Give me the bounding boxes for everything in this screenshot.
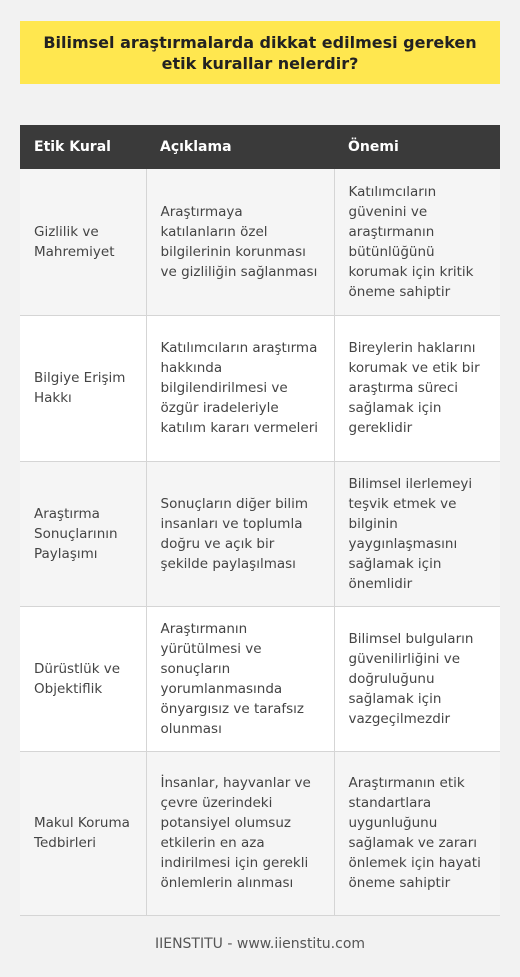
cell-rule: Araştırma Sonuçlarının Paylaşımı [20,461,146,606]
footer-credit: IIENSTITU - www.iienstitu.com [154,936,366,952]
cell-rule: Gizlilik ve Mahremiyet [20,169,146,315]
cell-importance: Araştırmanın etik standartlara uygunluğunu sağlamak ve zararı önlemek için hayati öneme sahiptir [334,751,500,915]
table-row [20,315,500,461]
cell-description: Araştırmaya katılanların özel bilgilerinin korunması ve gizliliğin sağlanması [146,169,334,315]
table-row [20,606,500,751]
page-title: Bilimsel araştırmalarda dikkat edilmesi gereken etik kurallar nelerdir? [20,21,500,84]
cell-description: Sonuçların diğer bilim insanları ve toplumla doğru ve açık bir şekilde paylaşılması [146,461,334,606]
cell-importance: Katılımcıların güvenini ve araştırmanın bütünlüğünü korumak için kritik öneme sahiptir [334,169,500,315]
table-header-row [20,125,500,169]
cell-description: Katılımcıların araştırma hakkında bilgilendirilmesi ve özgür iradeleriyle katılım kararı vermeleri [146,315,334,461]
cell-description: Araştırmanın yürütülmesi ve sonuçların yorumlanmasında önyargısız ve tarafsız olunması [146,606,334,751]
cell-rule: Dürüstlük ve Objektiflik [20,606,146,751]
ethics-table [20,125,500,916]
table-row [20,461,500,606]
table-row [20,169,500,315]
cell-rule: Makul Koruma Tedbirleri [20,751,146,915]
cell-importance: Bilimsel bulguların güvenilirliğini ve doğruluğunu sağlamak için vazgeçilmezdir [334,606,500,751]
cell-importance: Bilimsel ilerlemeyi teşvik etmek ve bilginin yaygınlaşmasını sağlamak için önemlidir [334,461,500,606]
table-row [20,751,500,915]
cell-importance: Bireylerin haklarını korumak ve etik bir araştırma süreci sağlamak için gereklidir [334,315,500,461]
cell-rule: Bilgiye Erişim Hakkı [20,315,146,461]
header-rule: Etik Kural [20,125,146,169]
header-importance: Önemi [334,125,500,169]
cell-description: İnsanlar, hayvanlar ve çevre üzerindeki potansiyel olumsuz etkilerin en aza indirilmesi için gerekli önlemlerin alınması [146,751,334,915]
header-description: Açıklama [146,125,334,169]
